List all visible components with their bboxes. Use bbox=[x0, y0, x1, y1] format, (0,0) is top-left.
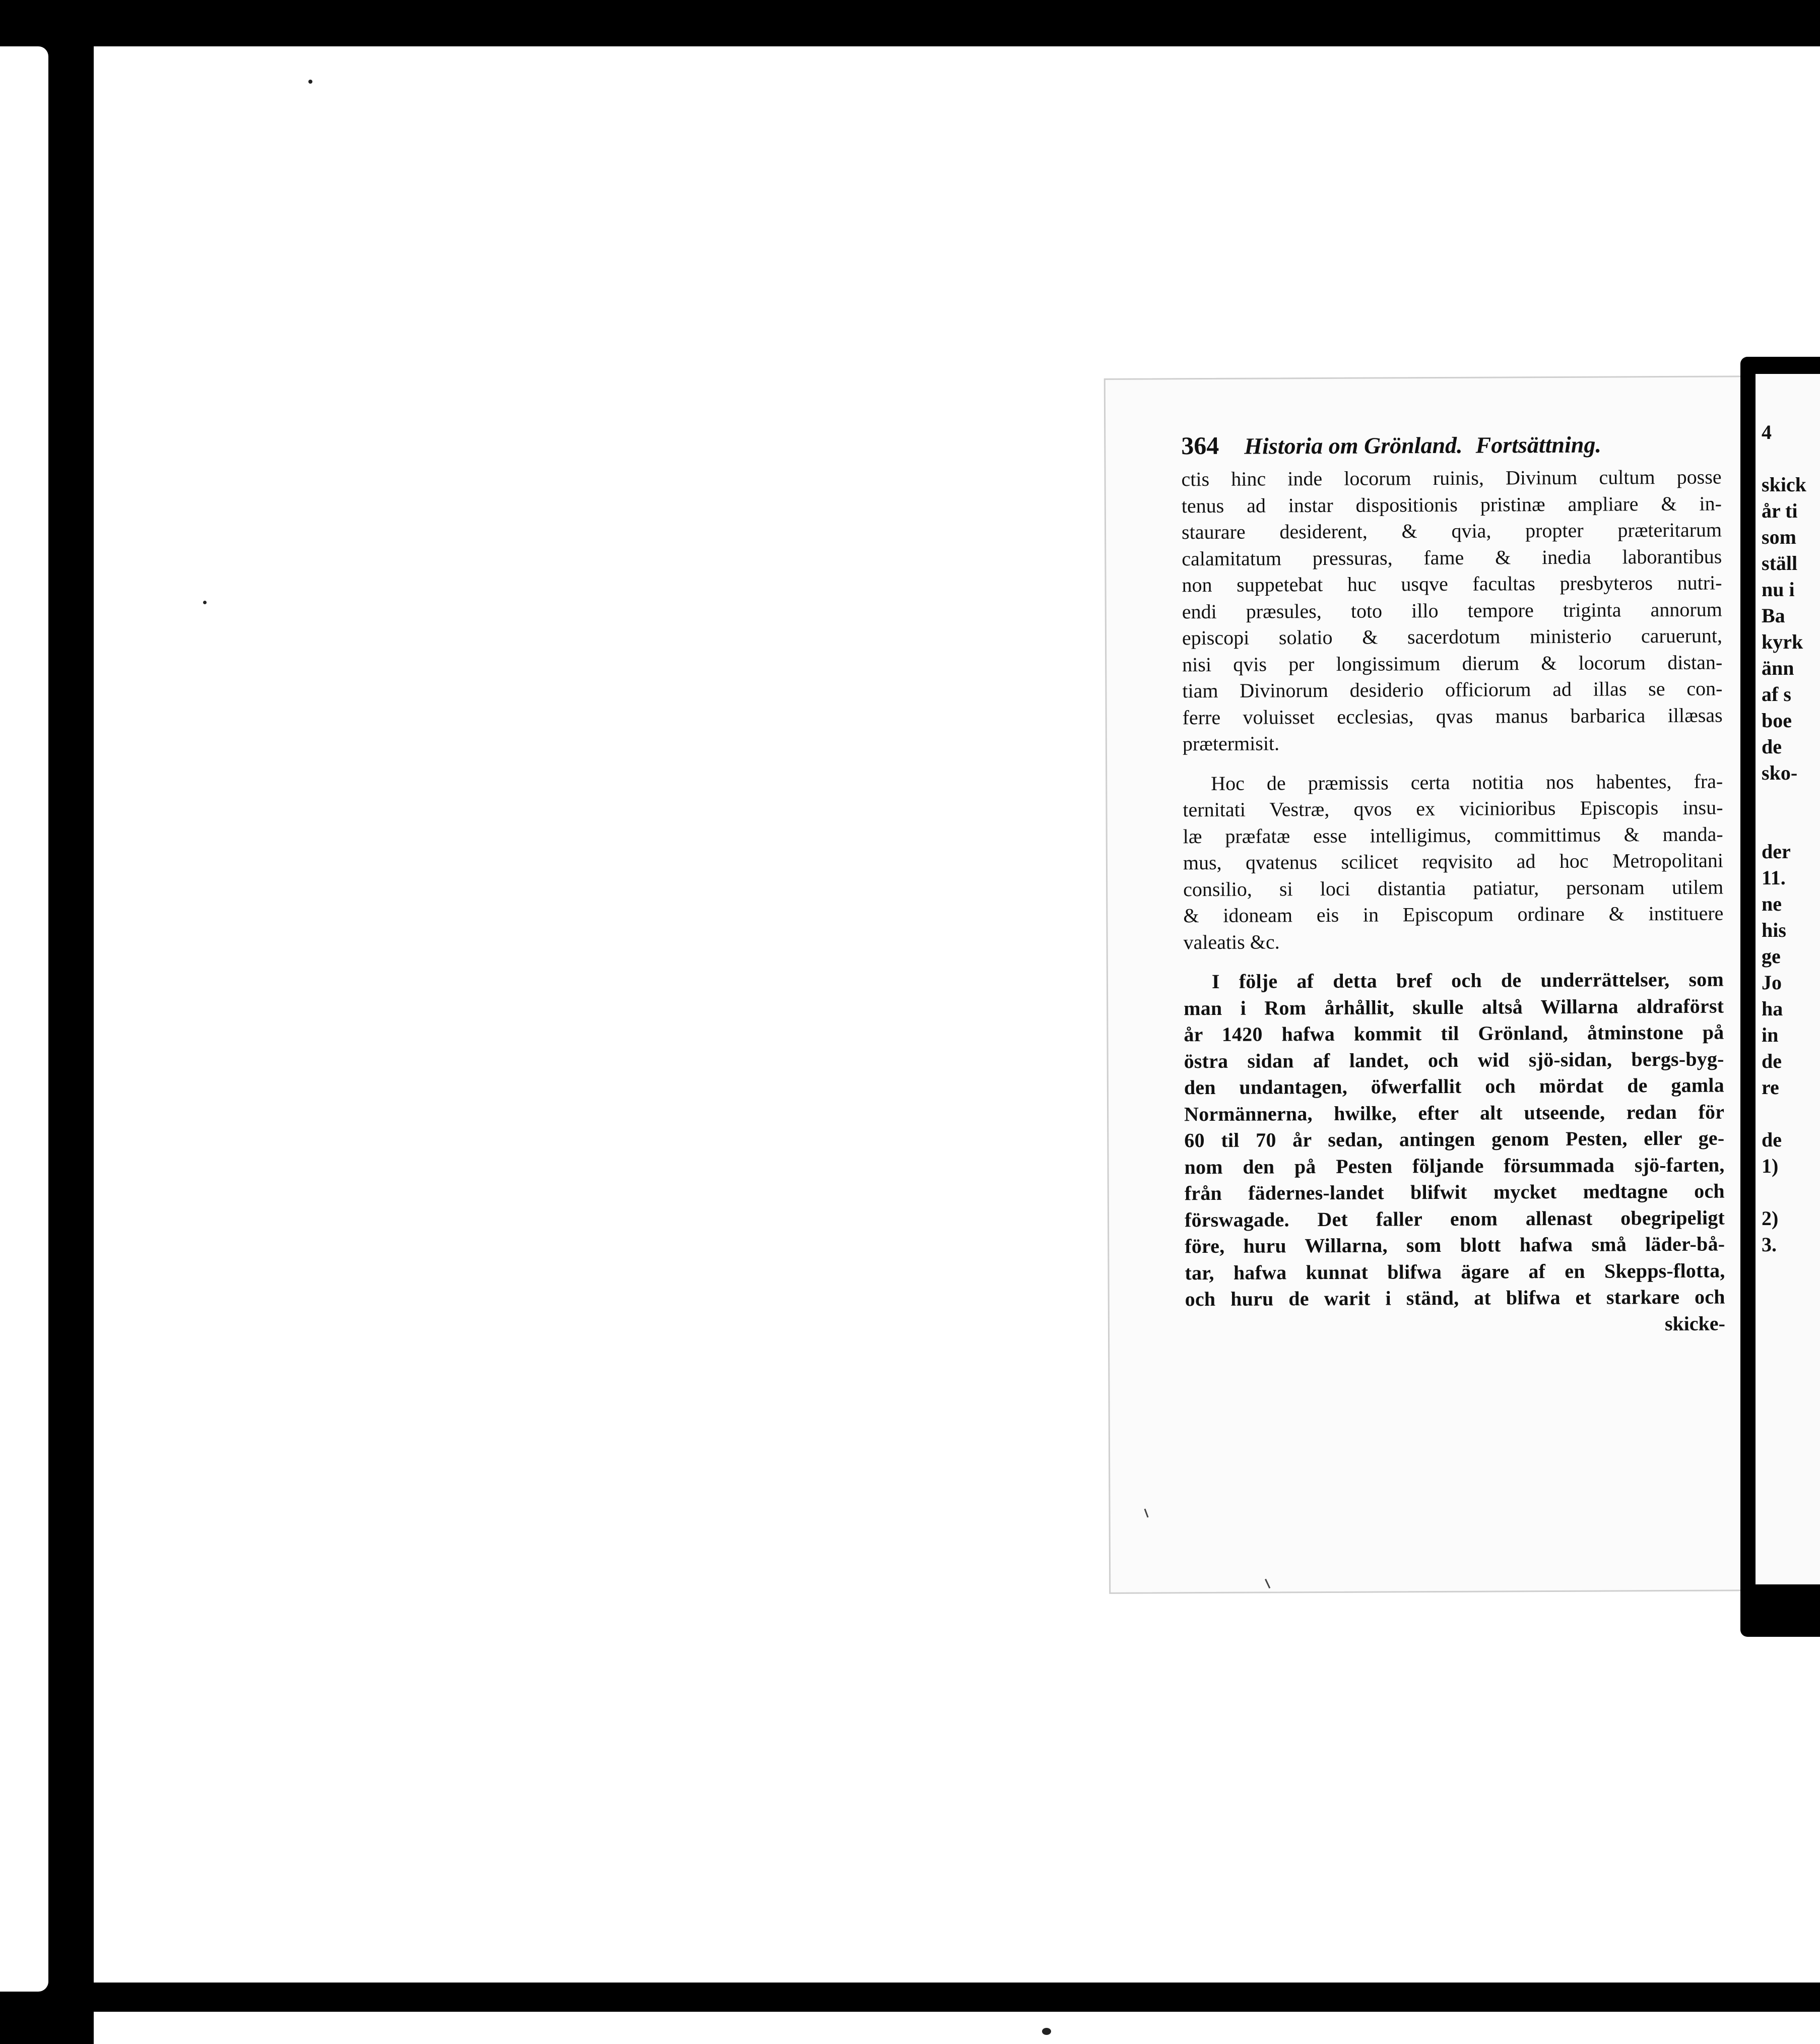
facing-page-line: der bbox=[1762, 840, 1791, 863]
catchword: skicke- bbox=[1664, 1312, 1726, 1335]
dust-speck bbox=[308, 80, 312, 84]
facing-page-line: boe bbox=[1762, 709, 1792, 732]
text-line: tenus ad instar dispositionis pristinæ ampliare & in- bbox=[1181, 492, 1722, 517]
facing-page-line: 1) bbox=[1762, 1155, 1779, 1177]
text-line: från fädernes-landet blifwit mycket medtagne och bbox=[1184, 1179, 1725, 1205]
latin-paragraph-1 bbox=[1182, 464, 1723, 757]
facing-page-line: his bbox=[1762, 919, 1786, 941]
text-line: I följe af detta bref och de underrättelser, som bbox=[1211, 968, 1724, 993]
text-line: 60 til 70 år sedan, antingen genom Pesten, eller ge- bbox=[1184, 1126, 1725, 1152]
facing-page-line: de bbox=[1762, 1050, 1782, 1072]
facing-page-line: kyrk bbox=[1762, 630, 1803, 653]
text-line: ternitati Vestræ, qvos ex vicinioribus Episcopis insu- bbox=[1183, 796, 1723, 821]
text-line: episcopi solatio & sacerdotum ministerio caruerunt, bbox=[1182, 624, 1723, 650]
facing-page-line: Jo bbox=[1762, 971, 1782, 994]
facing-page-line: änn bbox=[1762, 657, 1794, 679]
facing-page-line: som bbox=[1762, 526, 1796, 548]
bottom-strip bbox=[94, 2012, 1820, 2044]
text-line: nisi qvis per longissimum dierum & locorum distan- bbox=[1182, 651, 1723, 676]
text-line: consilio, si loci distantia patiatur, personam utilem bbox=[1183, 875, 1724, 901]
facing-page-line: ställ bbox=[1762, 552, 1798, 574]
facing-page-line: skick bbox=[1762, 473, 1806, 496]
page-mark bbox=[1265, 1579, 1270, 1588]
text-line: staurare desiderent, & qvia, propter præteritarum bbox=[1181, 518, 1722, 544]
facing-page-line: de bbox=[1762, 735, 1782, 758]
text-line: ctis hinc inde locorum ruinis, Divinum cultum posse bbox=[1181, 465, 1722, 491]
facing-page-line: re bbox=[1762, 1076, 1779, 1099]
swedish-paragraph bbox=[1184, 967, 1725, 1313]
running-continuation: Fortsättning. bbox=[1475, 431, 1601, 458]
text-line: tiam Divinorum desiderio officiorum ad illas se con- bbox=[1182, 677, 1723, 702]
text-line: den undantagen, öfwerfallit och mördat de gamla bbox=[1184, 1073, 1724, 1099]
facing-page bbox=[1756, 374, 1820, 1584]
text-line: östra sidan af landet, och wid sjö-sidan, bergs-byg- bbox=[1184, 1047, 1724, 1072]
page-number: 364 bbox=[1181, 431, 1219, 460]
facing-page-line: Ba bbox=[1762, 604, 1785, 627]
text-line: læ præfatæ esse intelligimus, committimus & manda- bbox=[1183, 822, 1723, 848]
facing-page-line: ha bbox=[1762, 997, 1783, 1020]
facing-page-line bbox=[1762, 786, 1806, 812]
facing-page-line: 4 bbox=[1762, 421, 1772, 443]
facing-page-fragments bbox=[1762, 419, 1806, 1258]
text-line: Normännerna, hwilke, efter alt utseende, redan för bbox=[1184, 1100, 1725, 1125]
facing-page-line: in bbox=[1762, 1024, 1779, 1046]
text-line: mus, qvatenus scilicet reqvisito ad hoc Metropolitani bbox=[1183, 849, 1724, 874]
latin-paragraph-2 bbox=[1183, 768, 1724, 955]
facing-page-line: ne bbox=[1762, 892, 1782, 915]
facing-page-line bbox=[1762, 1101, 1806, 1127]
facing-page-line: nu i bbox=[1762, 578, 1795, 601]
text-line: år 1420 hafwa kommit til Grönland, åtminstone på bbox=[1184, 1020, 1724, 1046]
book-page-364 bbox=[1104, 375, 1773, 1594]
facing-page-line: af s bbox=[1762, 683, 1791, 706]
text-line: förswagade. Det faller enom allenast obegripeligt bbox=[1184, 1206, 1725, 1231]
facing-page-line: 11. bbox=[1762, 866, 1786, 889]
facing-page-line: 3. bbox=[1762, 1233, 1777, 1256]
text-line: endi præsules, toto illo tempore triginta annorum bbox=[1182, 598, 1722, 623]
dust-speck bbox=[1042, 2028, 1051, 2035]
facing-page-line bbox=[1762, 445, 1806, 472]
text-line: valeatis &c. bbox=[1183, 930, 1280, 953]
text-line: ferre voluisset ecclesias, qvas manus barbarica illæsas bbox=[1182, 704, 1723, 729]
dust-speck bbox=[203, 601, 207, 604]
text-line: Hoc de præmissis certa notitia nos habentes, fra- bbox=[1211, 770, 1723, 795]
text-line: calamitatum pressuras, fame & inedia laborantibus bbox=[1182, 545, 1722, 570]
running-title: Historia om Grönland. bbox=[1244, 432, 1463, 459]
facing-page-line: 2) bbox=[1762, 1207, 1779, 1230]
text-line: & idoneam eis in Episcopum ordinare & instituere bbox=[1183, 902, 1724, 927]
facing-page-line: år ti bbox=[1762, 499, 1798, 522]
text-line: och huru de warit i ständ, at blifwa et starkare och bbox=[1185, 1285, 1725, 1311]
text-line: före, huru Willarna, som blott hafwa små läder-bå- bbox=[1185, 1232, 1725, 1258]
previous-leaf-edge bbox=[0, 46, 48, 1992]
text-line: man i Rom århållit, skulle altså Willarna aldraförst bbox=[1184, 994, 1724, 1019]
facing-page-line: de bbox=[1762, 1128, 1782, 1151]
text-line: nom den på Pesten följande försummada sjö-farten, bbox=[1184, 1153, 1725, 1178]
page-mark bbox=[1144, 1509, 1149, 1518]
page-text-block bbox=[1181, 429, 1725, 1337]
text-line: non suppetebat huc usqve facultas presbyteros nutri- bbox=[1182, 571, 1722, 597]
facing-page-line: sko- bbox=[1762, 761, 1798, 784]
text-line: prætermisit. bbox=[1182, 732, 1280, 755]
facing-page-line bbox=[1762, 812, 1806, 839]
facing-page-line bbox=[1762, 1179, 1806, 1205]
facing-page-line: ge bbox=[1762, 945, 1781, 968]
text-line: tar, hafwa kunnat blifwa ägare af en Skepps-flotta, bbox=[1185, 1259, 1725, 1284]
running-head bbox=[1181, 429, 1721, 464]
